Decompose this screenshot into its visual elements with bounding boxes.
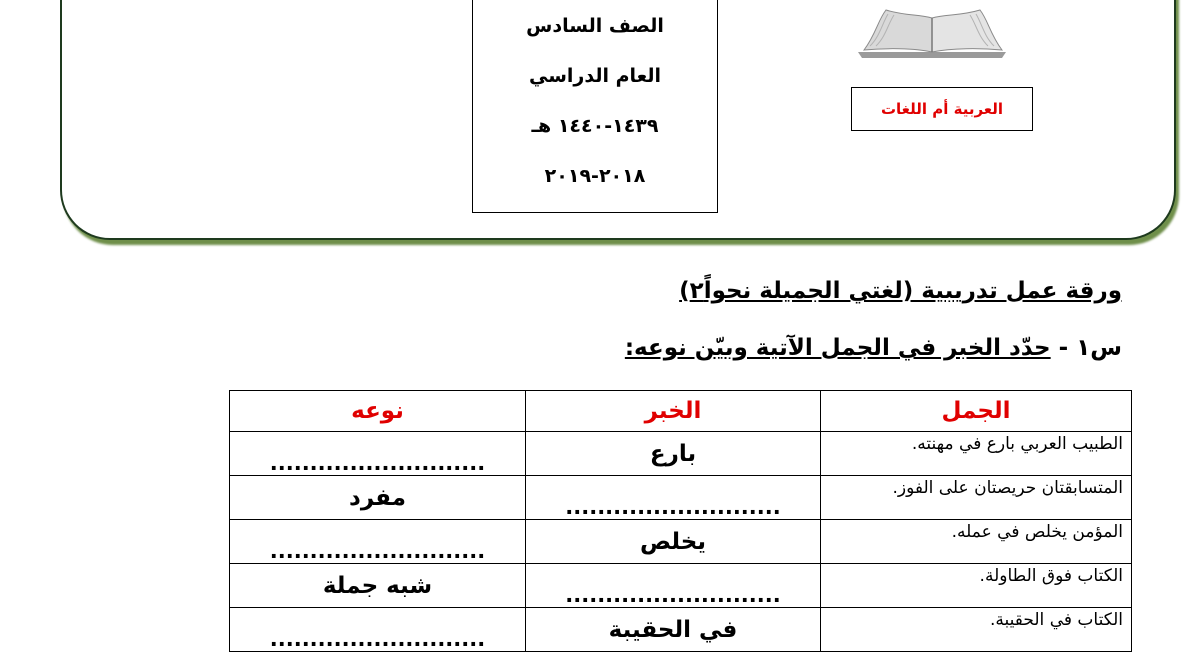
predicate-cell: يخلص: [526, 520, 821, 564]
open-book-icon: [856, 6, 1008, 58]
header-sentences: الجمل: [821, 391, 1132, 432]
year-label: العام الدراسي: [528, 65, 662, 87]
table-row: [230, 520, 1132, 564]
table-row: [230, 476, 1132, 520]
type-blank: ...........................: [230, 520, 526, 564]
header-predicate: الخبر: [526, 391, 821, 432]
type-cell: شبه جملة: [230, 564, 526, 608]
exercise-table: [229, 390, 1132, 652]
type-blank: ...........................: [230, 432, 526, 476]
question-number: س١ -: [1050, 335, 1122, 361]
subject-title: العربية أم اللغات: [880, 100, 1004, 118]
table-row: [230, 564, 1132, 608]
gregorian-year: ٢٠١٨-٢٠١٩: [544, 165, 646, 187]
type-blank: ...........................: [230, 608, 526, 652]
sentence-cell: الكتاب فوق الطاولة.: [821, 564, 1132, 608]
subject-title-box: [851, 87, 1033, 131]
predicate-blank: ...........................: [526, 476, 821, 520]
predicate-cell: في الحقيبة: [526, 608, 821, 652]
table-row: [230, 432, 1132, 476]
grade-info-box: [472, 0, 718, 213]
type-cell: مفرد: [230, 476, 526, 520]
sentence-cell: المتسابقتان حريصتان على الفوز.: [821, 476, 1132, 520]
hijri-year: ١٤٣٩-١٤٤٠ هـ: [531, 115, 659, 137]
sentence-cell: المؤمن يخلص في عمله.: [821, 520, 1132, 564]
grade-label: الصف السادس: [526, 15, 664, 37]
question-text: حدّد الخبر في الجمل الآتية وبيّن نوعه:: [624, 335, 1051, 361]
predicate-cell: بارع: [526, 432, 821, 476]
sentence-cell: الطبيب العربي بارع في مهنته.: [821, 432, 1132, 476]
question-heading: [625, 335, 1122, 361]
sentence-cell: الكتاب في الحقيبة.: [821, 608, 1132, 652]
header-type: نوعه: [230, 391, 526, 432]
worksheet-title: ورقة عمل تدريبية (لغتي الجميلة نحواً٢): [679, 278, 1122, 304]
table-header-row: [230, 391, 1132, 432]
predicate-blank: ...........................: [526, 564, 821, 608]
